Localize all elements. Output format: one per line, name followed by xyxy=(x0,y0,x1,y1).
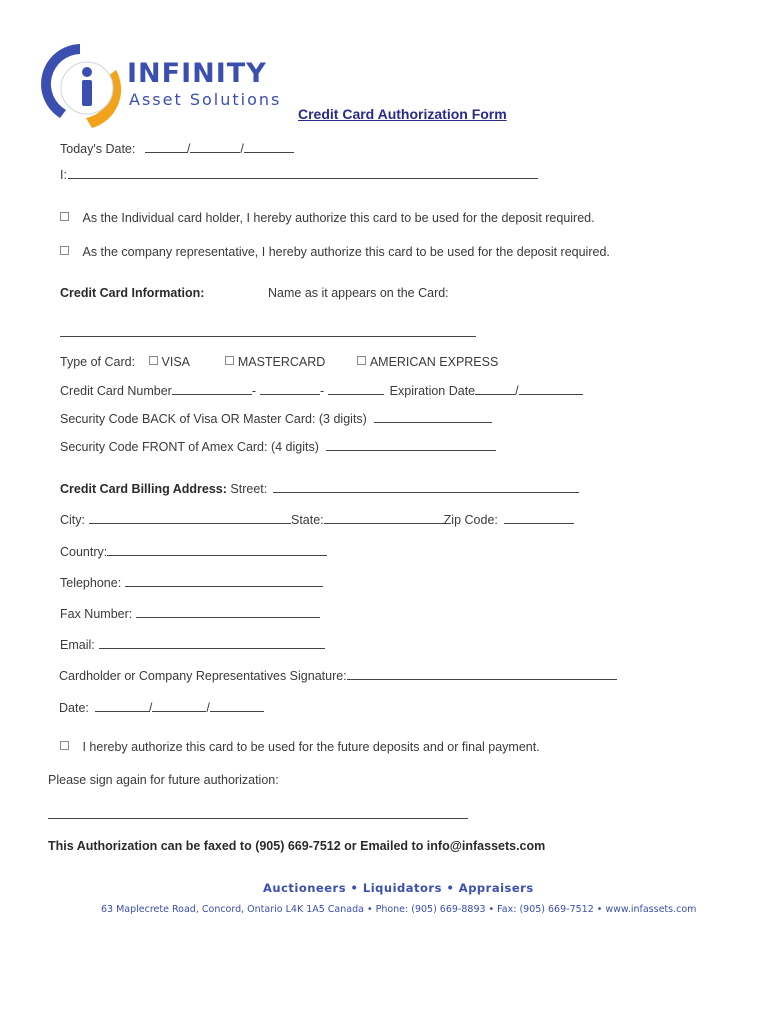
cc-number-part-3[interactable] xyxy=(328,383,384,395)
cc-info-heading: Credit Card Information: xyxy=(60,286,205,300)
todays-date-label: Today's Date: xyxy=(60,142,136,156)
auth-individual-text: As the Individual card holder, I hereby authorize this card to be used for the deposit required. xyxy=(82,211,595,225)
email-row xyxy=(60,637,325,652)
date-separator: / xyxy=(240,142,244,156)
auth-company-text: As the company representative, I hereby authorize this card to be used for the deposit required. xyxy=(82,245,610,259)
signature-date-label: Date: xyxy=(59,701,89,715)
country-field[interactable] xyxy=(107,544,327,556)
fax-row xyxy=(60,606,320,621)
type-of-card-label: Type of Card: xyxy=(60,355,136,369)
company-logo xyxy=(40,40,130,132)
auth-company-checkbox[interactable] xyxy=(60,246,69,255)
dash: - xyxy=(251,384,257,398)
fax-field[interactable] xyxy=(136,606,320,618)
country-label: Country: xyxy=(60,545,108,559)
street-field[interactable] xyxy=(273,481,579,493)
sign-again-label: Please sign again for future authorization: xyxy=(48,773,279,787)
security-back-label: Security Code BACK of Visa OR Master Card: (3 digits) xyxy=(60,412,367,426)
today-year-field[interactable] xyxy=(244,141,294,153)
auth-individual-row xyxy=(60,211,595,225)
telephone-field[interactable] xyxy=(125,575,323,587)
form-title: Credit Card Authorization Form xyxy=(298,106,507,122)
date-separator: / xyxy=(515,384,519,398)
services-tagline: Auctioneers • Liquidators • Appraisers xyxy=(263,881,534,895)
telephone-row xyxy=(60,575,323,590)
sign-again-field[interactable] xyxy=(48,818,468,819)
signature-date-year[interactable] xyxy=(210,700,264,712)
date-separator: / xyxy=(186,142,191,156)
email-label: Email: xyxy=(60,638,95,652)
mastercard-checkbox[interactable] xyxy=(225,356,234,365)
signature-date-month[interactable] xyxy=(95,700,149,712)
mastercard-option[interactable] xyxy=(225,355,326,369)
telephone-label: Telephone: xyxy=(60,576,122,590)
security-front-label: Security Code FRONT of Amex Card: (4 digits) xyxy=(60,440,319,454)
security-back-field[interactable] xyxy=(374,411,492,423)
today-day-field[interactable] xyxy=(190,141,240,153)
expiration-month-field[interactable] xyxy=(475,383,515,395)
visa-option[interactable] xyxy=(149,355,190,369)
signature-field[interactable] xyxy=(347,668,617,680)
state-label: State: xyxy=(291,513,324,527)
fax-email-notice: This Authorization can be faxed to (905) 669-7512 or Emailed to info@infassets.com xyxy=(48,839,546,853)
email-field[interactable] xyxy=(99,637,325,649)
card-type-row xyxy=(60,355,498,369)
logo-mark-icon xyxy=(40,40,130,132)
todays-date-row xyxy=(60,141,294,156)
amex-label: AMERICAN EXPRESS xyxy=(369,355,499,369)
amex-option[interactable] xyxy=(357,355,499,369)
date-separator: / xyxy=(148,701,153,715)
zip-field[interactable] xyxy=(504,512,574,524)
country-row xyxy=(60,544,327,559)
security-front-row xyxy=(60,439,496,454)
cc-number-label: Credit Card Number xyxy=(60,384,172,398)
footer-address: 63 Maplecrete Road, Concord, Ontario L4K 1A5 Canada • Phone: (905) 669-8893 • Fax: (905) 669-7512 • www.infassets.com xyxy=(101,904,697,915)
security-front-field[interactable] xyxy=(326,439,496,451)
expiration-label: Expiration Date xyxy=(389,384,476,398)
signature-label: Cardholder or Company Representatives Signature: xyxy=(59,669,347,683)
visa-label: VISA xyxy=(161,355,190,369)
date-separator: / xyxy=(206,701,210,715)
auth-company-row xyxy=(60,245,610,259)
city-field[interactable] xyxy=(89,512,291,524)
zip-label: Zip Code: xyxy=(443,513,498,527)
security-back-row xyxy=(60,411,492,426)
brand-tagline: Asset Solutions xyxy=(129,90,282,109)
name-on-card-field[interactable] xyxy=(60,336,476,337)
dash: - xyxy=(320,384,325,398)
visa-checkbox[interactable] xyxy=(149,356,158,365)
signature-date-row xyxy=(59,700,264,715)
future-auth-text: I hereby authorize this card to be used for the future deposits and or final payment. xyxy=(82,740,540,754)
i-label: I: xyxy=(60,168,67,182)
city-label: City: xyxy=(60,513,85,527)
fax-label: Fax Number: xyxy=(60,607,133,621)
expiration-year-field[interactable] xyxy=(519,383,583,395)
cc-number-part-2[interactable] xyxy=(260,383,320,395)
cc-number-part-1[interactable] xyxy=(172,383,252,395)
future-auth-row xyxy=(60,740,540,754)
name-on-card-label: Name as it appears on the Card: xyxy=(268,286,449,300)
cc-number-row xyxy=(60,383,583,398)
state-field[interactable] xyxy=(324,512,444,524)
signature-row xyxy=(59,668,617,683)
amex-checkbox[interactable] xyxy=(357,356,366,365)
billing-street-row xyxy=(60,481,579,496)
future-auth-checkbox[interactable] xyxy=(60,741,69,750)
street-label: Street: xyxy=(230,482,268,496)
i-name-field[interactable] xyxy=(68,178,538,179)
city-row xyxy=(60,512,574,527)
auth-individual-checkbox[interactable] xyxy=(60,212,69,221)
billing-heading: Credit Card Billing Address: xyxy=(60,482,227,496)
signature-date-day[interactable] xyxy=(152,700,206,712)
brand-name: INFINITY xyxy=(127,58,267,89)
today-month-field[interactable] xyxy=(145,141,187,153)
mastercard-label: MASTERCARD xyxy=(237,355,326,369)
